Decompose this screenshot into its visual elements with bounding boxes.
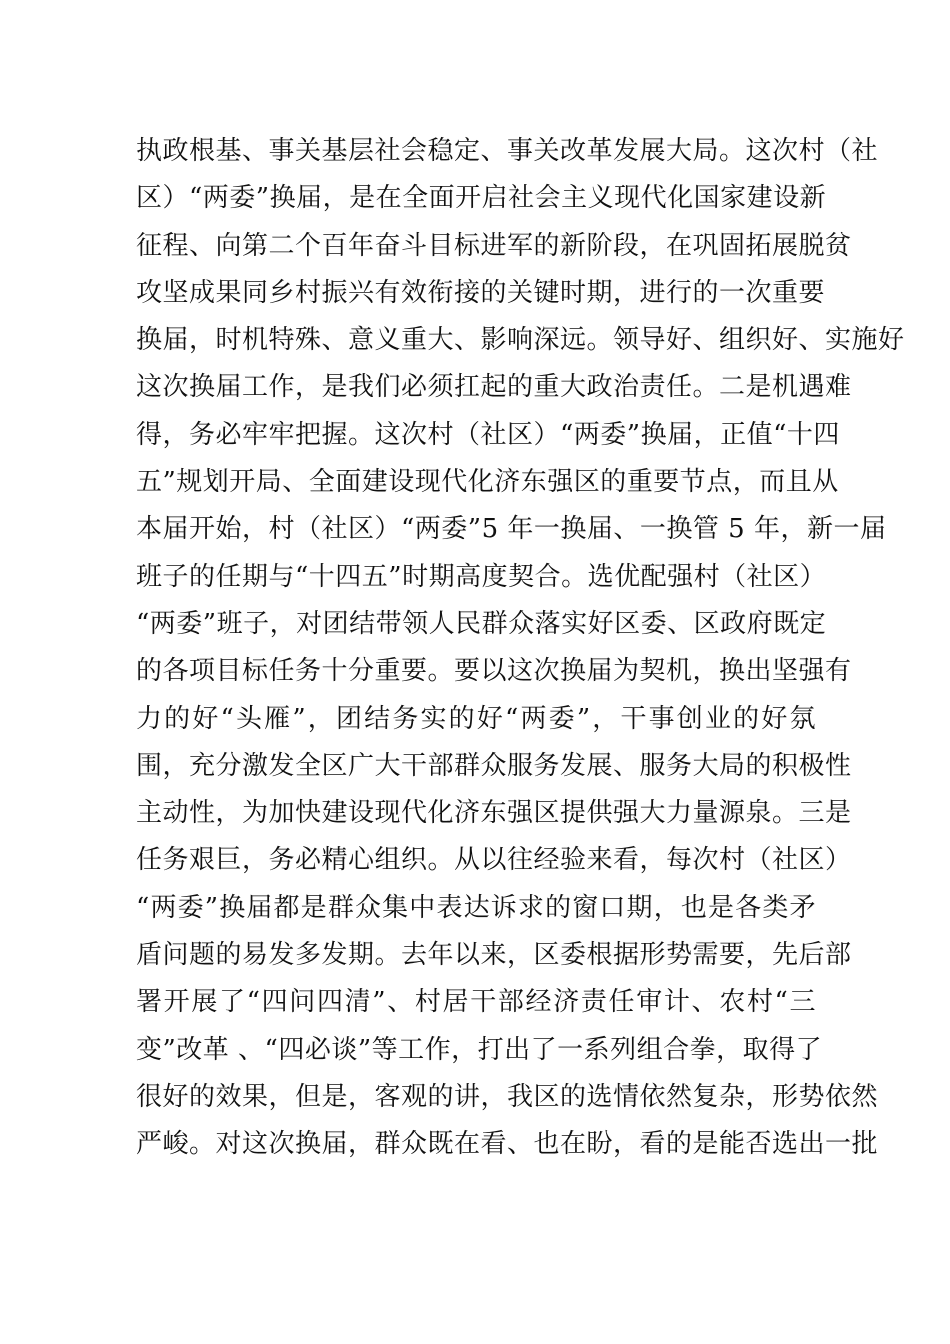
text-line: 班子的任期与“十四五”时期高度契合。选优配强村（社区） [136, 561, 827, 592]
text-line: 征程、向第二个百年奋斗目标进军的新阶段，在巩固拓展脱贫 [136, 230, 852, 261]
text-line: 的各项目标任务十分重要。要以这次换届为契机，换出坚强有 [136, 656, 852, 687]
text-line: 署开展了“四问四清”、村居干部经济责任审计、农村“三 [136, 987, 816, 1018]
text-line: 执政根基、事关基层社会稳定、事关改革发展大局。这次村（社 [136, 136, 879, 166]
text-line: 主动性，为加快建设现代化济东强区提供强大力量源泉。三是 [136, 798, 852, 829]
text-line: 很好的效果，但是，客观的讲，我区的选情依然复杂，形势依然 [136, 1081, 879, 1112]
body-text [136, 128, 905, 1169]
text-line: 攻坚成果同乡村振兴有效衔接的关键时期，进行的一次重要 [136, 277, 826, 308]
text-line: 得，务必牢牢把握。这次村（社区）“两委”换届，正值“十四 [136, 419, 840, 450]
text-line: 区）“两委”换届，是在全面开启社会主义现代化国家建设新 [136, 183, 827, 214]
text-line: “两委”换届都是群众集中表达诉求的窗口期，也是各类矛 [136, 892, 816, 923]
text-line: 围，充分激发全区广大干部群众服务发展、服务大局的积极性 [136, 750, 852, 781]
text-line: “两委”班子，对团结带领人民群众落实好区委、区政府既定 [136, 608, 827, 639]
text-line: 本届开始，村（社区）“两委”5 年一换届、一换管 5 年，新一届 [136, 514, 887, 545]
text-line: 严峻。对这次换届，群众既在看、也在盼，看的是能否选出一批 [136, 1129, 879, 1160]
text-line: 力的好“头雁”，团结务实的好“两委”，干事创业的好氛 [136, 703, 816, 734]
text-line: 换届，时机特殊、意义重大、影响深远。领导好、组织好、实施好 [136, 325, 905, 356]
text-line: 五”规划开局、全面建设现代化济东强区的重要节点，而且从 [136, 467, 839, 498]
text-line: 盾问题的易发多发期。去年以来，区委根据形势需要，先后部 [136, 940, 852, 971]
text-line: 任务艰巨，务必精心组织。从以往经验来看，每次村（社区） [136, 845, 852, 876]
text-line: 变”改革 、“四必谈”等工作，打出了一系列组合拳，取得了 [136, 1034, 823, 1065]
text-line: 这次换届工作，是我们必须扛起的重大政治责任。二是机遇难 [136, 372, 852, 403]
